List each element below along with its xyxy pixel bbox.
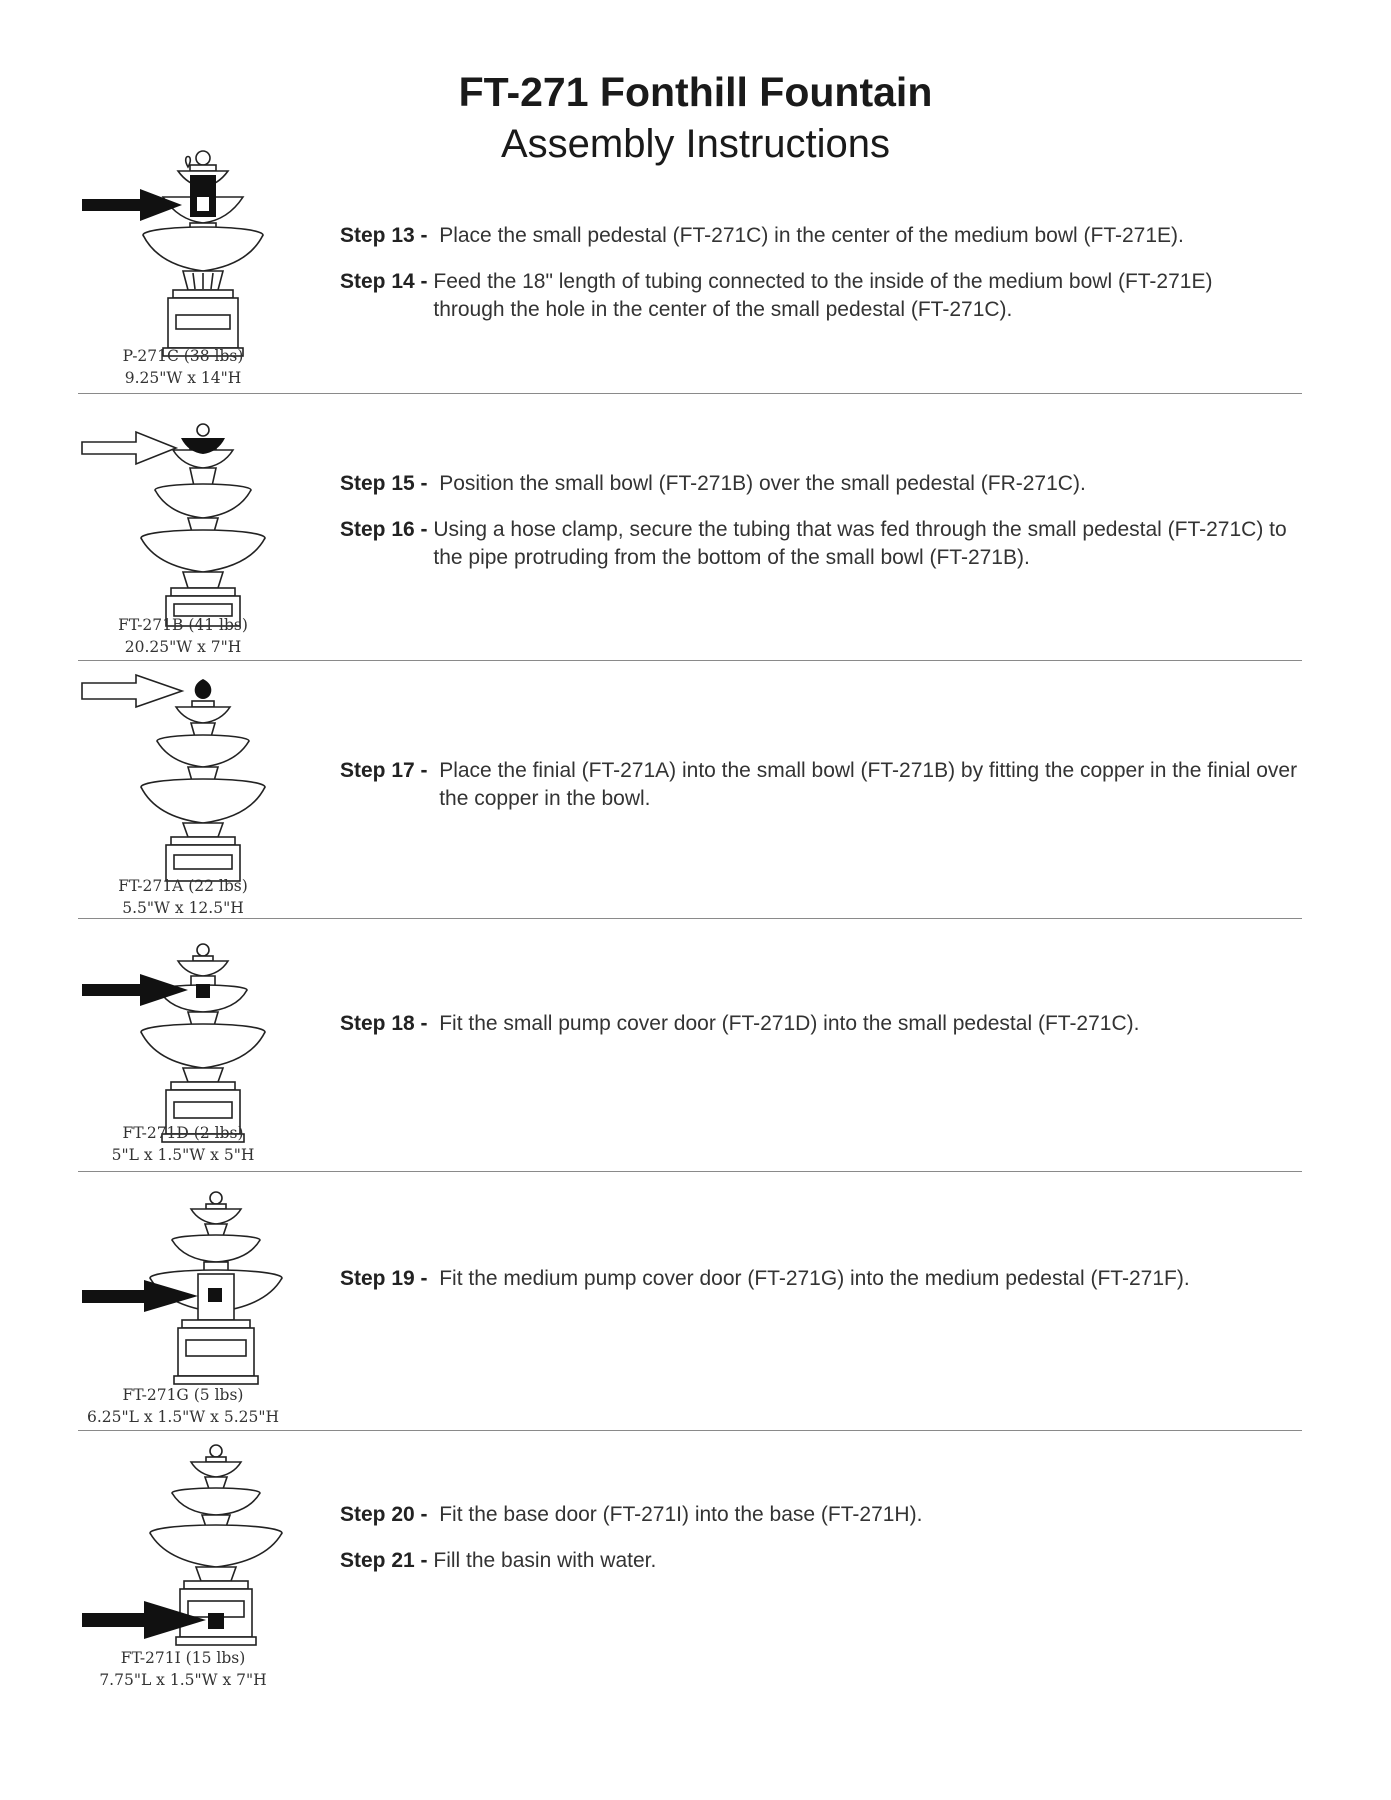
- fountain-illustration-finial: [78, 673, 288, 888]
- step-section-15-16: [0, 400, 1391, 660]
- step-text: Place the small pedestal (FT-271C) in the center of the medium bowl (FT-271E).: [439, 224, 1184, 247]
- step-label: Step 20 -: [340, 1503, 440, 1526]
- step-text: Fill the basin with water.: [433, 1549, 657, 1572]
- part-caption-name: FT-271A (22 lbs): [118, 877, 248, 895]
- part-caption-name: FT-271I (15 lbs): [120, 1649, 246, 1667]
- step-label: Step 15 -: [340, 472, 440, 495]
- section-divider: [78, 393, 1302, 394]
- outline-arrow-icon: [82, 675, 182, 707]
- fountain-illustration-pedestal: [78, 145, 288, 360]
- step-text: Fit the small pump cover door (FT-271D) into the small pedestal (FT-271C).: [439, 1012, 1140, 1035]
- part-caption-dimensions: 7.75"L x 1.5"W x 7"H: [99, 1671, 267, 1689]
- part-caption-dimensions: 20.25"W x 7"H: [124, 638, 242, 656]
- part-caption-dimensions: 5.5"W x 12.5"H: [122, 899, 244, 917]
- part-caption-dimensions: 5"L x 1.5"W x 5"H: [111, 1146, 255, 1164]
- section-divider: [78, 660, 1302, 661]
- step-20: [340, 1501, 1350, 1529]
- fountain-illustration-base-door: [78, 1441, 288, 1661]
- step-text: Position the small bowl (FT-271B) over the small pedestal (FR-271C).: [439, 472, 1086, 495]
- step-section-17: [0, 665, 1391, 915]
- step-label: Step 14 -: [340, 270, 434, 293]
- outline-arrow-icon: [82, 432, 176, 464]
- step-19: [340, 1265, 1350, 1293]
- step-text: Fit the medium pump cover door (FT-271G) into the medium pedestal (FT-271F).: [439, 1267, 1190, 1290]
- step-17: [340, 757, 1310, 813]
- fountain-illustration-small-bowl: [78, 416, 288, 631]
- section-divider: [78, 918, 1302, 919]
- step-label: Step 16 -: [340, 518, 434, 541]
- step-text: Feed the 18" length of tubing connected to the inside of the medium bowl (FT-271E) through the hole in the center of the small pedestal (FT-271C).: [433, 270, 1213, 321]
- part-caption-name: P-271C (38 lbs): [122, 347, 244, 365]
- step-label: Step 18 -: [340, 1012, 440, 1035]
- step-text: Place the finial (FT-271A) into the small bowl (FT-271B) by fitting the copper in the finial over the copper in the bowl.: [439, 759, 1298, 810]
- step-label: Step 21 -: [340, 1549, 434, 1572]
- fountain-illustration-medium-door: [78, 1190, 288, 1405]
- step-text: Fit the base door (FT-271I) into the base (FT-271H).: [439, 1503, 923, 1526]
- part-caption-name: FT-271D (2 lbs): [122, 1124, 244, 1142]
- part-caption-name: FT-271G (5 lbs): [122, 1386, 244, 1404]
- step-21: [340, 1547, 1350, 1575]
- step-label: Step 13 -: [340, 224, 440, 247]
- section-divider: [78, 1430, 1302, 1431]
- page-subtitle: Assembly Instructions: [500, 122, 891, 166]
- step-section-20-21: [0, 1435, 1391, 1695]
- solid-arrow-icon: [82, 189, 182, 221]
- step-section-19: [0, 1176, 1391, 1431]
- step-15: [340, 470, 1350, 498]
- step-18: [340, 1010, 1350, 1038]
- step-14: [340, 268, 1260, 324]
- part-caption-dimensions: 6.25"L x 1.5"W x 5.25"H: [87, 1408, 279, 1426]
- page-title: FT-271 Fonthill Fountain: [458, 69, 933, 115]
- part-caption-dimensions: 9.25"W x 14"H: [124, 369, 242, 387]
- step-section-13-14: [0, 0, 1391, 395]
- step-text: Using a hose clamp, secure the tubing that was fed through the small pedestal (FT-271C) to the pipe protruding from the bottom of the small bowl (FT-271B).: [433, 518, 1287, 569]
- part-caption-name: FT-271B (41 lbs): [118, 616, 248, 634]
- step-label: Step 19 -: [340, 1267, 440, 1290]
- step-label: Step 17 -: [340, 759, 440, 782]
- step-section-18: [0, 922, 1391, 1167]
- step-16: [340, 516, 1300, 572]
- step-13: [340, 222, 1350, 250]
- section-divider: [78, 1171, 1302, 1172]
